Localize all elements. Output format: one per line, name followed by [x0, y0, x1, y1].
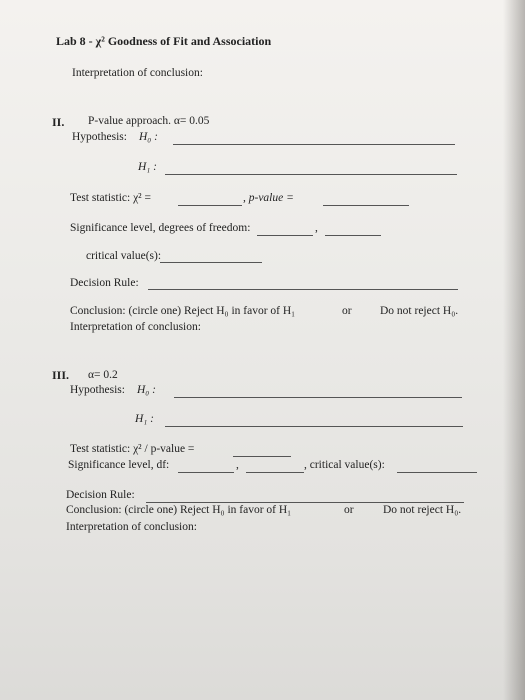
section-3-decision-label: Decision Rule: — [66, 489, 135, 501]
section-3-numeral: III. — [52, 368, 70, 382]
section-2-decision-blank[interactable] — [148, 289, 458, 290]
section-3-significance-label: Significance level, df: — [68, 459, 170, 471]
section-3-hypothesis-label: Hypothesis: — [70, 384, 125, 396]
section-2-test-statistic-blank[interactable] — [178, 205, 242, 206]
section-3-critical-label: , critical value(s): — [304, 459, 385, 471]
section-3-significance-blank[interactable] — [178, 472, 234, 473]
section-3-df-blank[interactable] — [246, 472, 304, 473]
top-interpretation-label: Interpretation of conclusion: — [72, 67, 203, 79]
section-2-significance-label: Significance level, degrees of freedom: — [70, 222, 251, 234]
section-3-decision-blank[interactable] — [146, 502, 464, 503]
section-2-h0-blank[interactable] — [173, 144, 455, 145]
section-2-h1-blank[interactable] — [165, 174, 457, 175]
section-2-test-statistic-label: Test statistic: χ² = — [70, 192, 151, 204]
section-2-critical-blank[interactable] — [160, 262, 262, 263]
section-3-alpha: α= 0.2 — [88, 369, 118, 381]
section-2-hypothesis-label: Hypothesis: — [72, 131, 127, 143]
section-3-critical-blank[interactable] — [397, 472, 477, 473]
section-2-df-blank[interactable] — [325, 235, 381, 236]
section-2-comma: , — [315, 222, 318, 234]
page-title: Lab 8 - χ² Goodness of Fit and Association — [56, 34, 272, 48]
section-3-interpretation-label: Interpretation of conclusion: — [66, 521, 197, 533]
section-3-h0-blank[interactable] — [174, 397, 462, 398]
section-3-conclusion: Conclusion: (circle one) Reject H₀ in favor of H₁ — [66, 504, 292, 516]
section-3-comma: , — [236, 459, 239, 471]
section-3-h0-label: H₀ : — [137, 384, 157, 396]
section-2-h0-label: H₀ : — [139, 131, 159, 143]
section-2-decision-label: Decision Rule: — [70, 277, 139, 289]
section-3-do-not-reject: Do not reject H₀. — [383, 504, 462, 516]
page-edge-shadow — [503, 0, 525, 700]
section-3-or: or — [344, 504, 354, 516]
section-3-h1-blank[interactable] — [165, 426, 463, 427]
section-2-interpretation-label: Interpretation of conclusion: — [70, 321, 201, 333]
section-2-approach: P-value approach. α= 0.05 — [88, 115, 210, 127]
section-3-test-statistic-blank[interactable] — [233, 456, 291, 457]
section-2-do-not-reject: Do not reject H₀. — [380, 305, 459, 317]
section-2-pvalue-blank[interactable] — [323, 205, 409, 206]
section-2-critical-label: critical value(s): — [86, 250, 162, 262]
section-2-conclusion: Conclusion: (circle one) Reject H₀ in favor of H₁ — [70, 305, 296, 317]
section-2-pvalue-label: , p-value = — [243, 192, 294, 204]
section-3-test-statistic-label: Test statistic: χ² / p-value = — [70, 443, 195, 455]
section-2-numeral: II. — [52, 115, 65, 129]
section-3-h1-label: H₁ : — [135, 413, 155, 425]
section-2-or: or — [342, 305, 352, 317]
section-2-significance-blank[interactable] — [257, 235, 313, 236]
section-2-h1-label: H₁ : — [138, 161, 158, 173]
